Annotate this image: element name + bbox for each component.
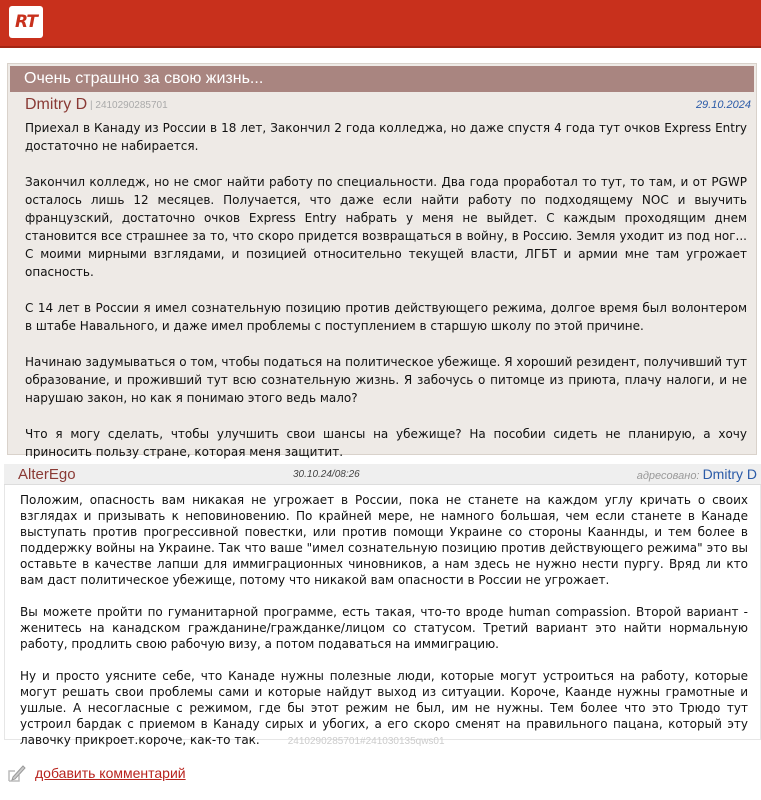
addressed-to-link[interactable]: Dmitry D xyxy=(702,466,757,482)
comment-paragraph: Положим, опасность вам никакая не угрожает в России, пока не станете на каждом углу кричать о своих взглядах и призывать к неповиновению. По крайней мере, не намного большая, чем если станете в Канаде выступать против прогрессивной повестки, или против помощи Украине со стороны Кааннды, и тем более в поддержку войны на Украине. Так что ваше "имел сознательную позицию против действующего режима" это вы оставьте в качестве лапши для иммиграционных чиновников, а нам здесь не нужно нести пургу. Вряд ли кто вам даст политическое убежище, потому что никакой вам опасности в России не угрожает. xyxy=(20,493,748,587)
comment-paragraph xyxy=(20,668,748,750)
comment-header xyxy=(4,464,761,485)
post-author-link[interactable]: Dmitry D xyxy=(25,96,88,113)
comment-ref-id: 2410290285701#241030135qws01 xyxy=(287,736,445,747)
comment-paragraph: Вы можете пройти по гуманитарной программе, есть такая, что-то вроде human compassion. Второй вариант - женитесь на канадском гражданине/гражданке/лицом со статусом. Третий вариант это найти нормальную работу, продлить свою рабочую визу, а потом подаваться на иммиграцию. xyxy=(20,605,748,651)
add-comment-link[interactable]: добавить комментарий xyxy=(35,765,186,781)
add-comment-row xyxy=(7,762,186,784)
post-paragraph: С 14 лет в России я имел сознательную позицию против действующего режима, долгое время был волонтером в штабе Навального, и даже имел проблемы с поступлением в старшую школу по этой причине. xyxy=(25,301,747,333)
addressed-label: адресовано: xyxy=(636,470,700,482)
post-date: 29.10.2024 xyxy=(695,99,751,111)
comment-addressed xyxy=(637,466,757,482)
post-title: Очень страшно за свою жизнь... xyxy=(10,66,754,92)
post-id: | 2410290285701 xyxy=(90,100,168,111)
post-paragraph: Закончил колледж, но не смог найти работу по специальности. Два года проработал то тут, то там, и от PGWP осталось лишь 12 месяцев. Получается, что даже если найти работу по подходящему NOC и выучить французский, достаточно очков Express Entry набрать у меня не выйдет. С каждым проходящим днем становится все страшнее за то, что скоро придется возвращаться в войну, в Россию. Земля уходит из под ног... С моими мирными взглядами, и позицией относительно текущей власти, ЛГБТ и армии мне там угрожает опасность. xyxy=(25,175,747,279)
post-paragraph: Начинаю задумываться о том, чтобы податься на политическое убежище. Я хороший резидент, получивший тут образование, и проживший тут всю сознательную жизнь. Я забочусь о питомце из приюта, плачу налоги, и не нарушаю закон, но как я понимаю этого ведь мало? xyxy=(25,355,747,405)
post-card xyxy=(7,63,757,459)
top-bar xyxy=(0,0,761,48)
comment-last-text: Ну и просто уясните себе, что Канаде нужны полезные люди, которые могут устроиться на работу, которые могут решать свои проблемы сами и которые найдут выход из ситуации. Короче, Каанде нужны грамотные и ушлые. А несогласные с режимом, где бы этот режим не был, им не нужны. Тем более что это Трюдо тут устроил бардак с приемом в Канаду сирых и убогих, а его скоро сменят на правильного пацана, который эту лавочку прикроет.короче, как-то так. xyxy=(20,669,748,747)
comment-body xyxy=(20,492,748,766)
post-body xyxy=(25,119,747,479)
comment-card xyxy=(4,464,761,747)
pencil-icon[interactable] xyxy=(7,763,27,783)
post-paragraph: Приехал в Канаду из России в 18 лет, Закончил 2 года колледжа, но даже спустя 4 года тут очков Express Entry достаточно не набирается. xyxy=(25,121,747,153)
post-paragraph: Что я могу сделать, чтобы улучшить свои шансы на убежище? На пособии сидеть не планирую, а хочу приносить пользу стране, которая меня защитит. xyxy=(25,427,747,459)
comment-author-link[interactable]: AlterEgo xyxy=(18,466,76,483)
comment-date: 30.10.24/08:26 xyxy=(293,469,360,480)
rt-logo[interactable]: RT xyxy=(9,6,43,38)
